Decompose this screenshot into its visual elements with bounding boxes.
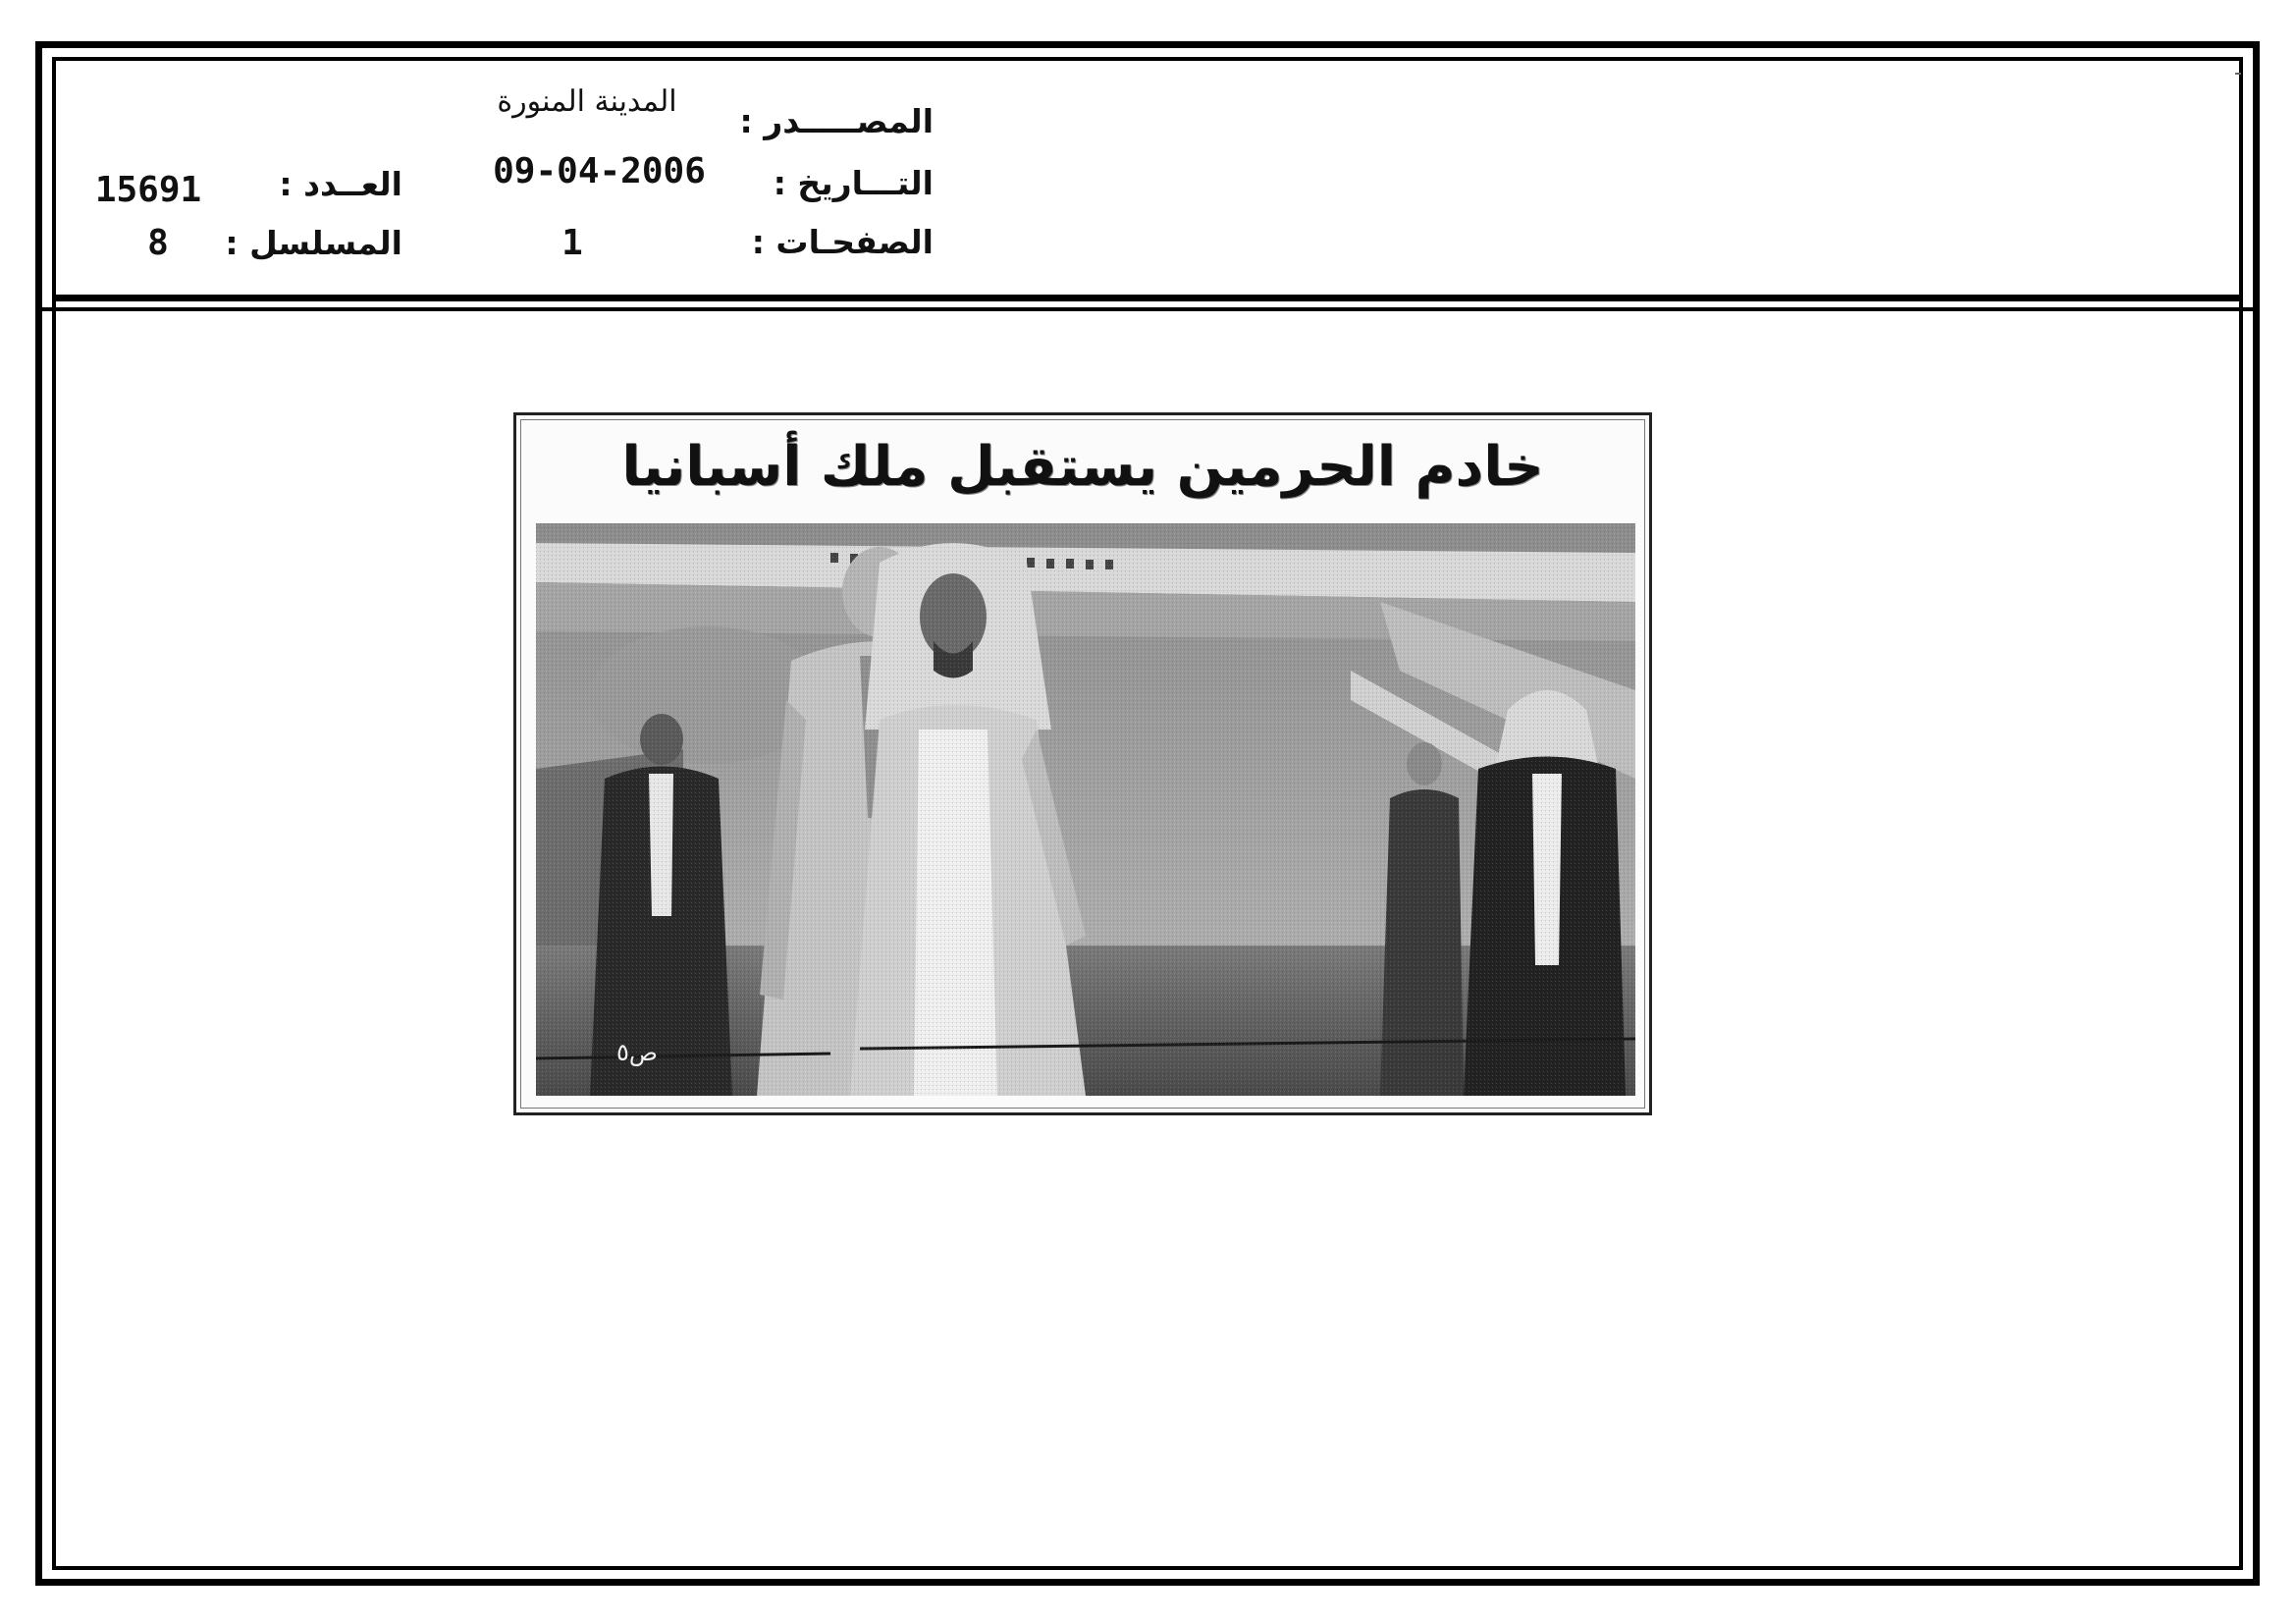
pages-label: الصفحـات :	[751, 223, 934, 261]
news-photo	[536, 523, 1635, 1096]
photo-page-reference: ص٥	[616, 1039, 658, 1066]
pages-value: 1	[561, 223, 583, 263]
header-divider	[52, 295, 2243, 301]
newspaper-clipping	[513, 412, 1652, 1115]
date-value: 09-04-2006	[493, 151, 706, 191]
scan-mark	[2235, 73, 2241, 75]
date-label: التـــاريخ :	[773, 164, 934, 202]
clipping-headline: خادم الحرمين يستقبل ملك أسبانيا	[621, 435, 1544, 499]
source-label: المصـــــدر :	[739, 102, 934, 140]
issue-value: 15691	[94, 170, 202, 210]
header-divider-secondary	[35, 307, 2260, 311]
source-value: المدينة المنورة	[497, 84, 677, 119]
issue-label: العــدد :	[279, 165, 402, 203]
serial-value: 8	[147, 223, 169, 263]
serial-label: المسلسل :	[225, 224, 402, 262]
